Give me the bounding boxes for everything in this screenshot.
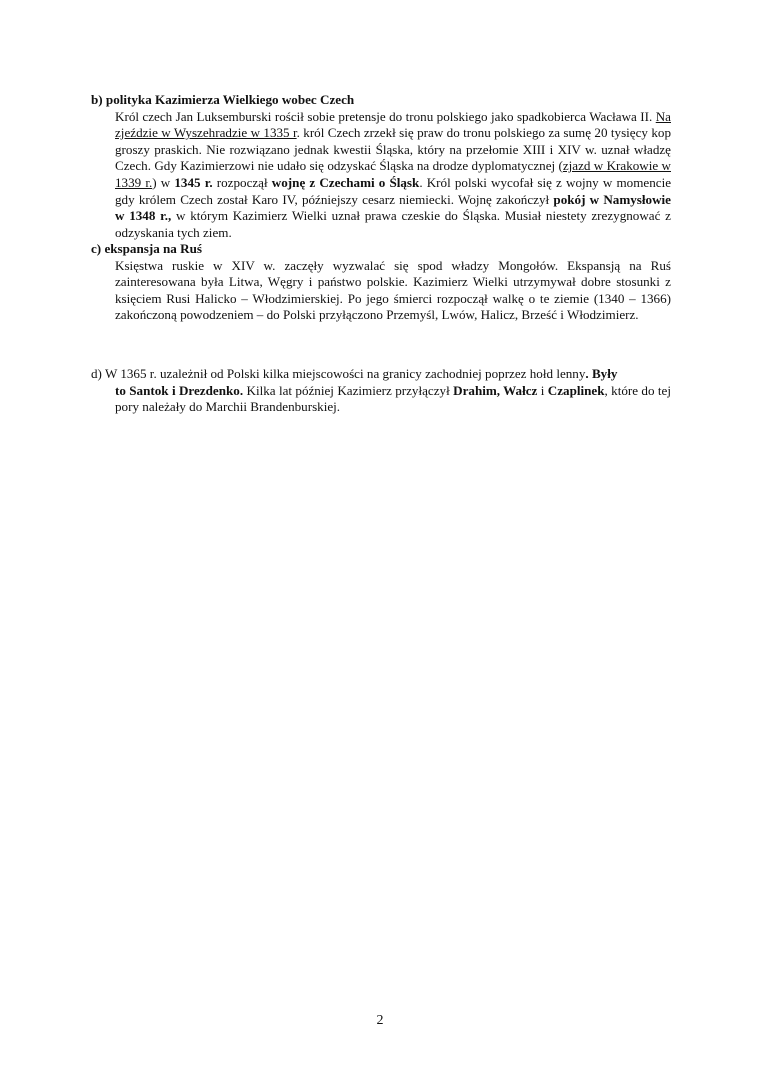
bold-text: 1345 r. (174, 174, 213, 190)
text-run: , które do tej pory należały do Marchii Brandenburskiej. (115, 382, 671, 415)
text-run: d) W 1365 r. uzależnił od Polski kilka miejscowości na granicy zachodniej poprzez hołd lenny (91, 366, 586, 381)
underlined-text: zjazd w Krakowie w 1339 r. (115, 158, 671, 190)
section-b (91, 92, 671, 241)
bold-text: Czaplinek (547, 382, 605, 398)
text-run: i (540, 382, 545, 398)
section-c-heading: c) ekspansja na Ruś (91, 241, 202, 256)
text-run: w którym Kazimierz Wielki uznał prawa czeskie do Śląska. Musiał niestety zrezygnować z odzyskania tych ziem. (115, 208, 671, 240)
text-run: Kilka lat później Kazimierz przyłączył (246, 382, 450, 398)
section-c (91, 241, 671, 324)
section-d-continuation (91, 383, 671, 416)
section-d-paragraph (91, 366, 671, 383)
text-run: . Król polski wycofał się z wojny w momencie gdy królem Czech został Karo IV, późniejszy cesarz niemiecki. Wojnę zakończył (115, 174, 672, 207)
bold-text: Drahim, Wałcz (453, 382, 538, 398)
bold-text: to Santok i Drezdenko. (115, 382, 244, 398)
bold-text: wojnę z Czechami o Śląsk (271, 174, 420, 190)
section-b-paragraph (91, 109, 671, 242)
page-number: 2 (376, 1013, 384, 1028)
section-b-heading: b) polityka Kazimierza Wielkiego wobec Czech (91, 92, 355, 107)
bold-text: pokój w Namysłowie w 1348 r., (115, 191, 671, 224)
text-run: Król czech Jan Luksemburski rościł sobie pretensje do tronu polskiego jako spadkobierca Wacława II. (115, 108, 653, 124)
underlined-text: Na zjeździe w Wyszehradzie w 1335 r (115, 108, 671, 141)
text-run: . król Czech zrzekł się praw do tronu polskiego za sumę 20 tysięcy kop groszy praskich. Nie rozwiązano jednak kwestii Śląska, który na przełomie XIII i XIV w. uznał władzę Czech. Gdy Kazimierzowi nie udało się odzyskać Śląska na drodze dyplomatycznej ( (115, 125, 671, 174)
section-d (91, 366, 671, 416)
section-c-paragraph: Księstwa ruskie w XIV w. zaczęły wyzwalać się spod władzy Mongołów. Ekspansją na Ruś zainteresowana była Litwa, Węgry i państwo polskie. Kazimierz Wielki utrzymywał dobre stosunki z księciem Rusi Halicko – Włodzimierskiej. Po jego śmierci rozpoczął walkę o te ziemie (1340 – 1366) zakończoną powodzeniem – do Polski przyłączono Przemyśl, Lwów, Halicz, Brześć i Włodzimierz. (115, 257, 671, 323)
text-run: rozpoczął (216, 174, 268, 190)
text-run: ) w (152, 174, 171, 190)
bold-text: . Były (585, 366, 618, 381)
